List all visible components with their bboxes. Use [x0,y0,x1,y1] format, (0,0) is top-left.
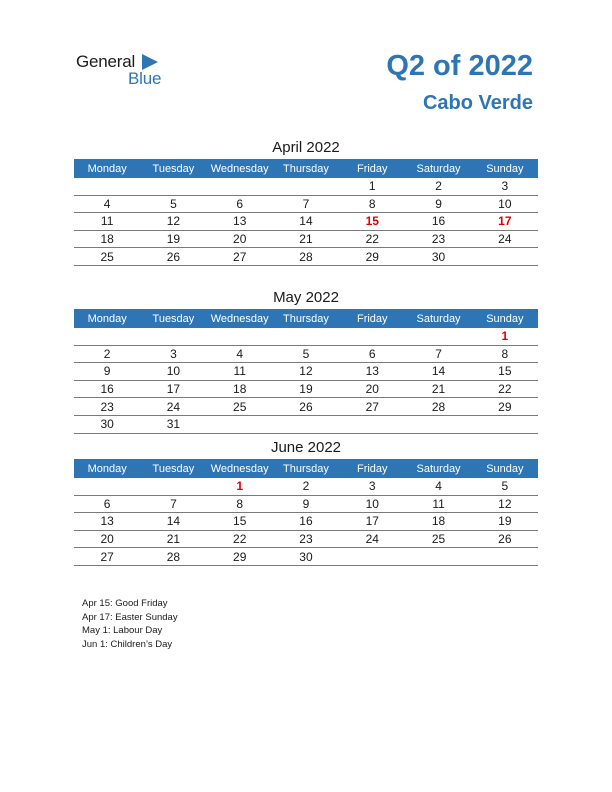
holiday-note: Apr 15: Good Friday [82,598,168,609]
day-cell: 22 [339,230,405,248]
weekday-header: Wednesday [207,159,273,178]
week-row [74,513,538,531]
day-cell: 2 [74,345,140,363]
empty-day-cell [74,478,140,495]
day-cell: 2 [273,478,339,495]
day-cell: 4 [405,478,471,495]
day-cell: 11 [207,363,273,381]
quarter-title: Q2 of 2022 [386,50,533,82]
day-cell: 28 [273,248,339,266]
weekday-header: Tuesday [140,459,206,478]
day-cell: 17 [472,213,538,231]
day-cell: 26 [273,398,339,416]
day-cell: 1 [339,178,405,195]
day-cell: 23 [405,230,471,248]
day-cell: 17 [339,513,405,531]
day-cell: 6 [207,195,273,213]
day-cell: 6 [339,345,405,363]
week-row [74,328,538,345]
day-cell: 28 [140,548,206,566]
empty-day-cell [273,415,339,433]
day-cell: 21 [405,380,471,398]
day-cell: 11 [74,213,140,231]
weekday-header: Wednesday [207,309,273,328]
calendar-table [74,459,538,566]
day-cell: 20 [74,530,140,548]
week-row [74,178,538,195]
weekday-header: Friday [339,309,405,328]
empty-day-cell [405,328,471,345]
empty-day-cell [273,178,339,195]
day-cell: 3 [140,345,206,363]
day-cell: 1 [472,328,538,345]
day-cell: 30 [74,415,140,433]
empty-day-cell [339,415,405,433]
week-row [74,380,538,398]
day-cell: 18 [405,513,471,531]
weekday-header: Tuesday [140,309,206,328]
day-cell: 28 [405,398,471,416]
month-april [74,137,538,266]
day-cell: 5 [273,345,339,363]
day-cell: 29 [472,398,538,416]
day-cell: 27 [74,548,140,566]
day-cell: 19 [140,230,206,248]
holiday-note: May 1: Labour Day [82,625,163,636]
day-cell: 19 [472,513,538,531]
day-cell: 25 [207,398,273,416]
holiday-note: Jun 1: Children’s Day [82,638,173,650]
week-row [74,495,538,513]
month-title: April 2022 [272,139,340,156]
day-cell: 13 [207,213,273,231]
day-cell: 27 [207,248,273,266]
day-cell: 8 [472,345,538,363]
day-cell: 9 [74,363,140,381]
month-title: June 2022 [270,439,342,456]
week-row [74,195,538,213]
day-cell: 4 [207,345,273,363]
empty-day-cell [207,415,273,433]
weekday-header: Sunday [472,159,538,178]
holiday-note: Apr 17: Easter Sunday [82,611,178,623]
day-cell: 14 [140,513,206,531]
week-row [74,548,538,566]
empty-day-cell [207,178,273,195]
calendar-table [74,309,538,434]
weekday-header: Monday [74,309,140,328]
day-cell: 10 [339,495,405,513]
day-cell: 30 [273,548,339,566]
weekday-header: Saturday [405,159,471,178]
flag-icon [142,54,158,70]
day-cell: 26 [472,530,538,548]
month-may [74,287,538,434]
empty-day-cell [74,328,140,345]
month-title: May 2022 [273,289,339,306]
day-cell: 22 [207,530,273,548]
day-cell: 2 [405,178,471,195]
calendar-table [74,159,538,266]
day-cell: 12 [273,363,339,381]
day-cell: 31 [140,415,206,433]
empty-day-cell [140,478,206,495]
day-cell: 21 [140,530,206,548]
month-june [74,437,538,566]
weekday-header-row [74,309,538,328]
day-cell: 12 [472,495,538,513]
day-cell: 25 [405,530,471,548]
day-cell: 20 [207,230,273,248]
weekday-header: Friday [339,459,405,478]
day-cell: 16 [405,213,471,231]
week-row [74,398,538,416]
day-cell: 23 [74,398,140,416]
day-cell: 1 [207,478,273,495]
day-cell: 25 [74,248,140,266]
day-cell: 8 [339,195,405,213]
weekday-header: Friday [339,159,405,178]
day-cell: 6 [74,495,140,513]
day-cell: 15 [207,513,273,531]
empty-day-cell [339,548,405,566]
day-cell: 7 [273,195,339,213]
day-cell: 19 [273,380,339,398]
empty-day-cell [472,415,538,433]
weekday-header-row [74,459,538,478]
day-cell: 26 [140,248,206,266]
weekday-header: Monday [74,159,140,178]
weekday-header: Sunday [472,459,538,478]
weekday-header-row [74,159,538,178]
day-cell: 21 [273,230,339,248]
weekday-header: Monday [74,459,140,478]
day-cell: 9 [405,195,471,213]
weekday-header: Tuesday [140,159,206,178]
day-cell: 20 [339,380,405,398]
brand-logo [76,52,176,88]
day-cell: 8 [207,495,273,513]
brand-name-general: General [76,52,136,71]
day-cell: 27 [339,398,405,416]
weekday-header: Thursday [273,459,339,478]
empty-day-cell [472,548,538,566]
brand-name-blue: Blue [128,69,162,88]
weekday-header: Saturday [405,459,471,478]
day-cell: 14 [273,213,339,231]
day-cell: 22 [472,380,538,398]
day-cell: 18 [74,230,140,248]
day-cell: 11 [405,495,471,513]
empty-day-cell [405,548,471,566]
day-cell: 16 [273,513,339,531]
weekday-header: Thursday [273,159,339,178]
weekday-header: Wednesday [207,459,273,478]
week-row [74,478,538,495]
day-cell: 13 [339,363,405,381]
day-cell: 10 [472,195,538,213]
day-cell: 13 [74,513,140,531]
day-cell: 29 [339,248,405,266]
week-row [74,530,538,548]
day-cell: 7 [140,495,206,513]
day-cell: 9 [273,495,339,513]
empty-day-cell [405,415,471,433]
empty-day-cell [74,178,140,195]
weekday-header: Saturday [405,309,471,328]
day-cell: 15 [339,213,405,231]
holiday-notes [82,597,178,651]
day-cell: 23 [273,530,339,548]
day-cell: 3 [339,478,405,495]
day-cell: 4 [74,195,140,213]
week-row [74,248,538,266]
weekday-header: Sunday [472,309,538,328]
weekday-header: Thursday [273,309,339,328]
day-cell: 18 [207,380,273,398]
day-cell: 17 [140,380,206,398]
empty-day-cell [339,328,405,345]
day-cell: 24 [140,398,206,416]
day-cell: 29 [207,548,273,566]
week-row [74,213,538,231]
week-row [74,230,538,248]
day-cell: 14 [405,363,471,381]
empty-day-cell [472,248,538,266]
day-cell: 10 [140,363,206,381]
day-cell: 3 [472,178,538,195]
empty-day-cell [140,328,206,345]
day-cell: 5 [140,195,206,213]
week-row [74,415,538,433]
day-cell: 15 [472,363,538,381]
empty-day-cell [140,178,206,195]
country-title: Cabo Verde [422,92,533,114]
day-cell: 16 [74,380,140,398]
week-row [74,345,538,363]
day-cell: 30 [405,248,471,266]
day-cell: 12 [140,213,206,231]
day-cell: 24 [339,530,405,548]
empty-day-cell [273,328,339,345]
day-cell: 7 [405,345,471,363]
day-cell: 5 [472,478,538,495]
week-row [74,363,538,381]
day-cell: 24 [472,230,538,248]
empty-day-cell [207,328,273,345]
